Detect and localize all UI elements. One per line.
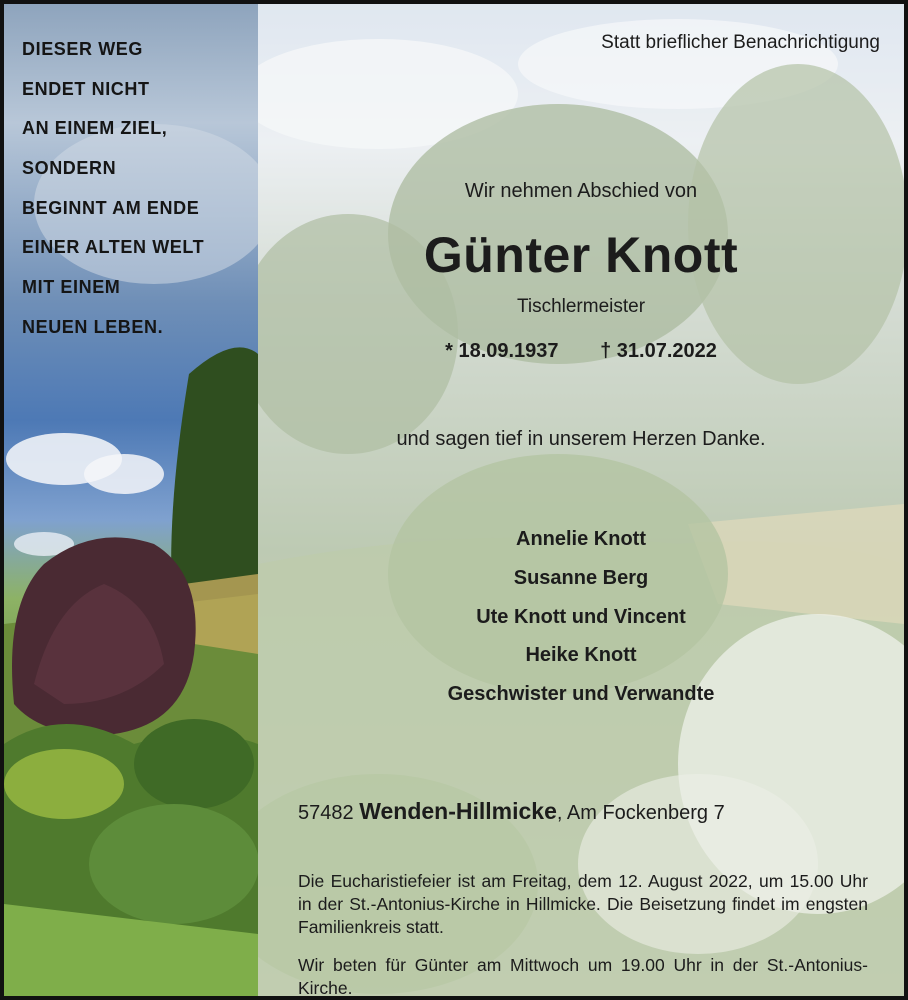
prayer-details: Wir beten für Günter am Mittwoch um 19.00 Uhr in der St.-Antonius-Kirche. (298, 954, 868, 996)
birth-date: * 18.09.1937 (445, 340, 559, 362)
family-address (298, 798, 725, 825)
notice-panel (258, 4, 904, 996)
address-town: Wenden-Hillmicke (359, 798, 557, 824)
mourner: Susanne Berg (513, 566, 649, 589)
mourner: Geschwister und Verwandte (447, 683, 715, 706)
verse-line: EINER ALTEN WELT (22, 237, 205, 258)
address-postcode: 57482 (298, 802, 354, 824)
mourners-list (258, 520, 904, 714)
heading-note: Statt brieflicher Benachrichtigung (601, 32, 880, 53)
service-details: Die Eucharistiefeier ist am Freitag, dem 12. August 2022, um 15.00 Uhr in der St.-Antonius-Kirche in Hillmicke. Die Beisetzung findet im engsten Familienkreis statt. (298, 870, 868, 937)
light-overlay (258, 4, 904, 996)
intro-text: Wir nehmen Abschied von (464, 180, 698, 202)
life-dates (258, 340, 904, 363)
death-date: † 31.07.2022 (600, 340, 717, 362)
garden-photo-strip (4, 4, 258, 996)
verse-line: NEUEN LEBEN. (22, 316, 164, 337)
verse-line: MIT EINEM (22, 277, 121, 298)
verse-poem (22, 30, 252, 348)
mourner: Heike Knott (525, 644, 637, 667)
verse-line: BEGINNT AM ENDE (22, 197, 200, 218)
verse-line: AN EINEM ZIEL, (22, 118, 168, 139)
verse-line: SONDERN (22, 158, 117, 179)
verse-line: DIESER WEG (22, 39, 144, 59)
address-street: , Am Fockenberg 7 (556, 802, 725, 824)
mourner: Ute Knott und Vincent (476, 605, 686, 628)
verse-line: ENDET NICHT (22, 78, 150, 99)
thanks-text: und sagen tief in unserem Herzen Danke. (396, 428, 766, 450)
deceased-name: Günter Knott (423, 227, 739, 283)
profession: Tischlermeister (516, 296, 646, 317)
mourner: Annelie Knott (516, 528, 646, 550)
